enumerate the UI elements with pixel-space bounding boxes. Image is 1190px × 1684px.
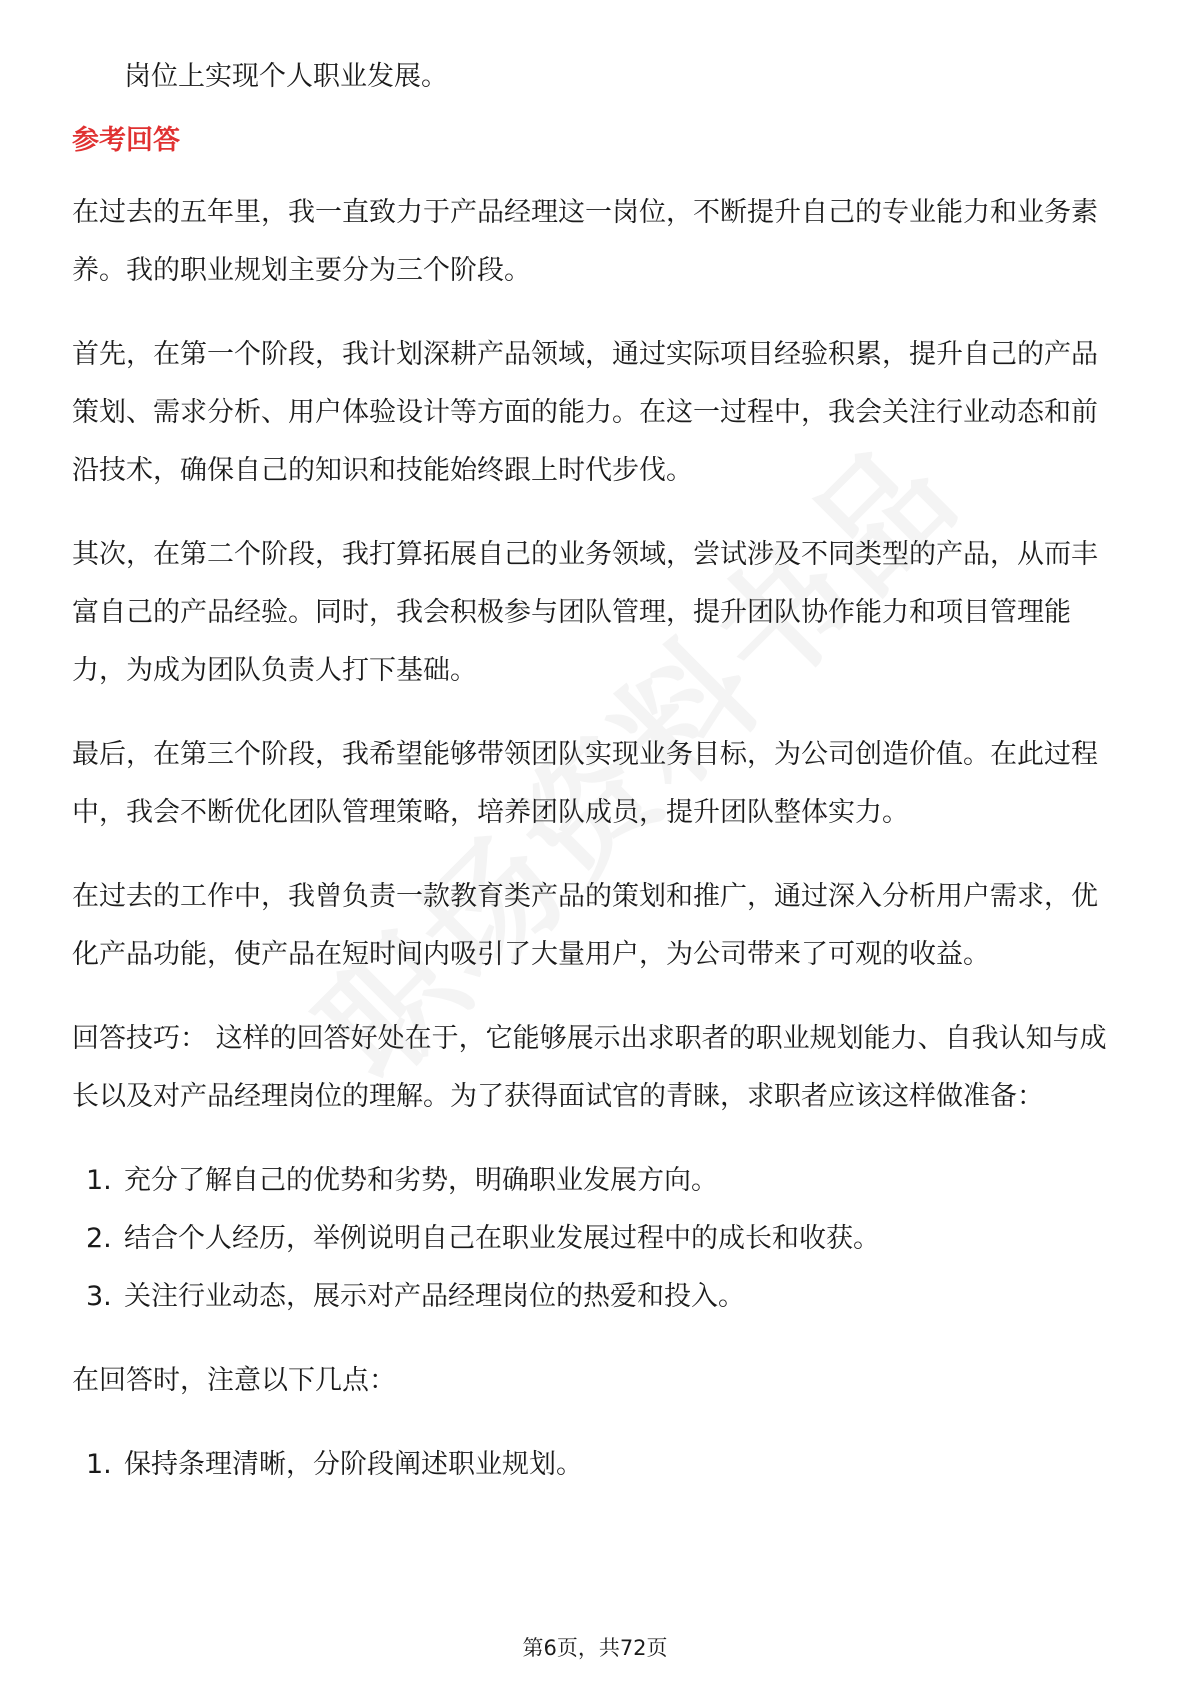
- answer-paragraph-1: 在过去的五年里，我一直致力于产品经理这一岗位，不断提升自己的专业能力和业务素养。我的职业规划主要分为三个阶段。: [72, 197, 1098, 286]
- section-heading: 参考回答: [72, 125, 180, 156]
- answer-paragraph-4: 最后，在第三个阶段，我希望能够带领团队实现业务目标，为公司创造价值。在此过程中，我会不断优化团队管理策略，培养团队成员，提升团队整体实力。: [72, 739, 1098, 828]
- list-item: [72, 1152, 1122, 1210]
- answer-paragraph-3: 其次，在第二个阶段，我打算拓展自己的业务领域，尝试涉及不同类型的产品，从而丰富自己的产品经验。同时，我会积极参与团队管理，提升团队协作能力和项目管理能力，为成为团队负责人打下基础。: [72, 539, 1098, 686]
- document-body: [72, 48, 1122, 1494]
- answer-paragraph-5: 在过去的工作中，我曾负责一款教育类产品的策划和推广，通过深入分析用户需求，优化产品功能，使产品在短时间内吸引了大量用户，为公司带来了可观的收益。: [72, 881, 1098, 970]
- page-footer: 第6页，共72页: [522, 1636, 668, 1660]
- list-text: 充分了解自己的优势和劣势，明确职业发展方向。: [124, 1165, 718, 1196]
- list-number: 1.: [86, 1165, 112, 1196]
- list-item: [72, 1210, 1122, 1268]
- list-number: 2.: [86, 1223, 112, 1254]
- prep-list: [72, 1152, 1122, 1326]
- tips-paragraph: 回答技巧： 这样的回答好处在于，它能够展示出求职者的职业规划能力、自我认知与成长以及对产品经理岗位的理解。为了获得面试官的青睐，求职者应该这样做准备：: [72, 1023, 1107, 1112]
- list-text: 结合个人经历，举例说明自己在职业发展过程中的成长和收获。: [124, 1223, 880, 1254]
- answer-paragraph-2: 首先，在第一个阶段，我计划深耕产品领域，通过实际项目经验积累，提升自己的产品策划、需求分析、用户体验设计等方面的能力。在这一过程中，我会关注行业动态和前沿技术，确保自己的知识和技能始终跟上时代步伐。: [72, 339, 1098, 486]
- intro-tail: 岗位上实现个人职业发展。: [124, 61, 448, 92]
- list-item: [72, 1268, 1122, 1326]
- notes-intro: 在回答时，注意以下几点：: [72, 1365, 396, 1396]
- list-number: 3.: [86, 1281, 112, 1312]
- list-text: 关注行业动态，展示对产品经理岗位的热爱和投入。: [124, 1281, 745, 1312]
- list-text: 保持条理清晰，分阶段阐述职业规划。: [124, 1449, 583, 1480]
- list-number: 1.: [86, 1449, 112, 1480]
- notes-list: [72, 1436, 1122, 1494]
- list-item: [72, 1436, 1122, 1494]
